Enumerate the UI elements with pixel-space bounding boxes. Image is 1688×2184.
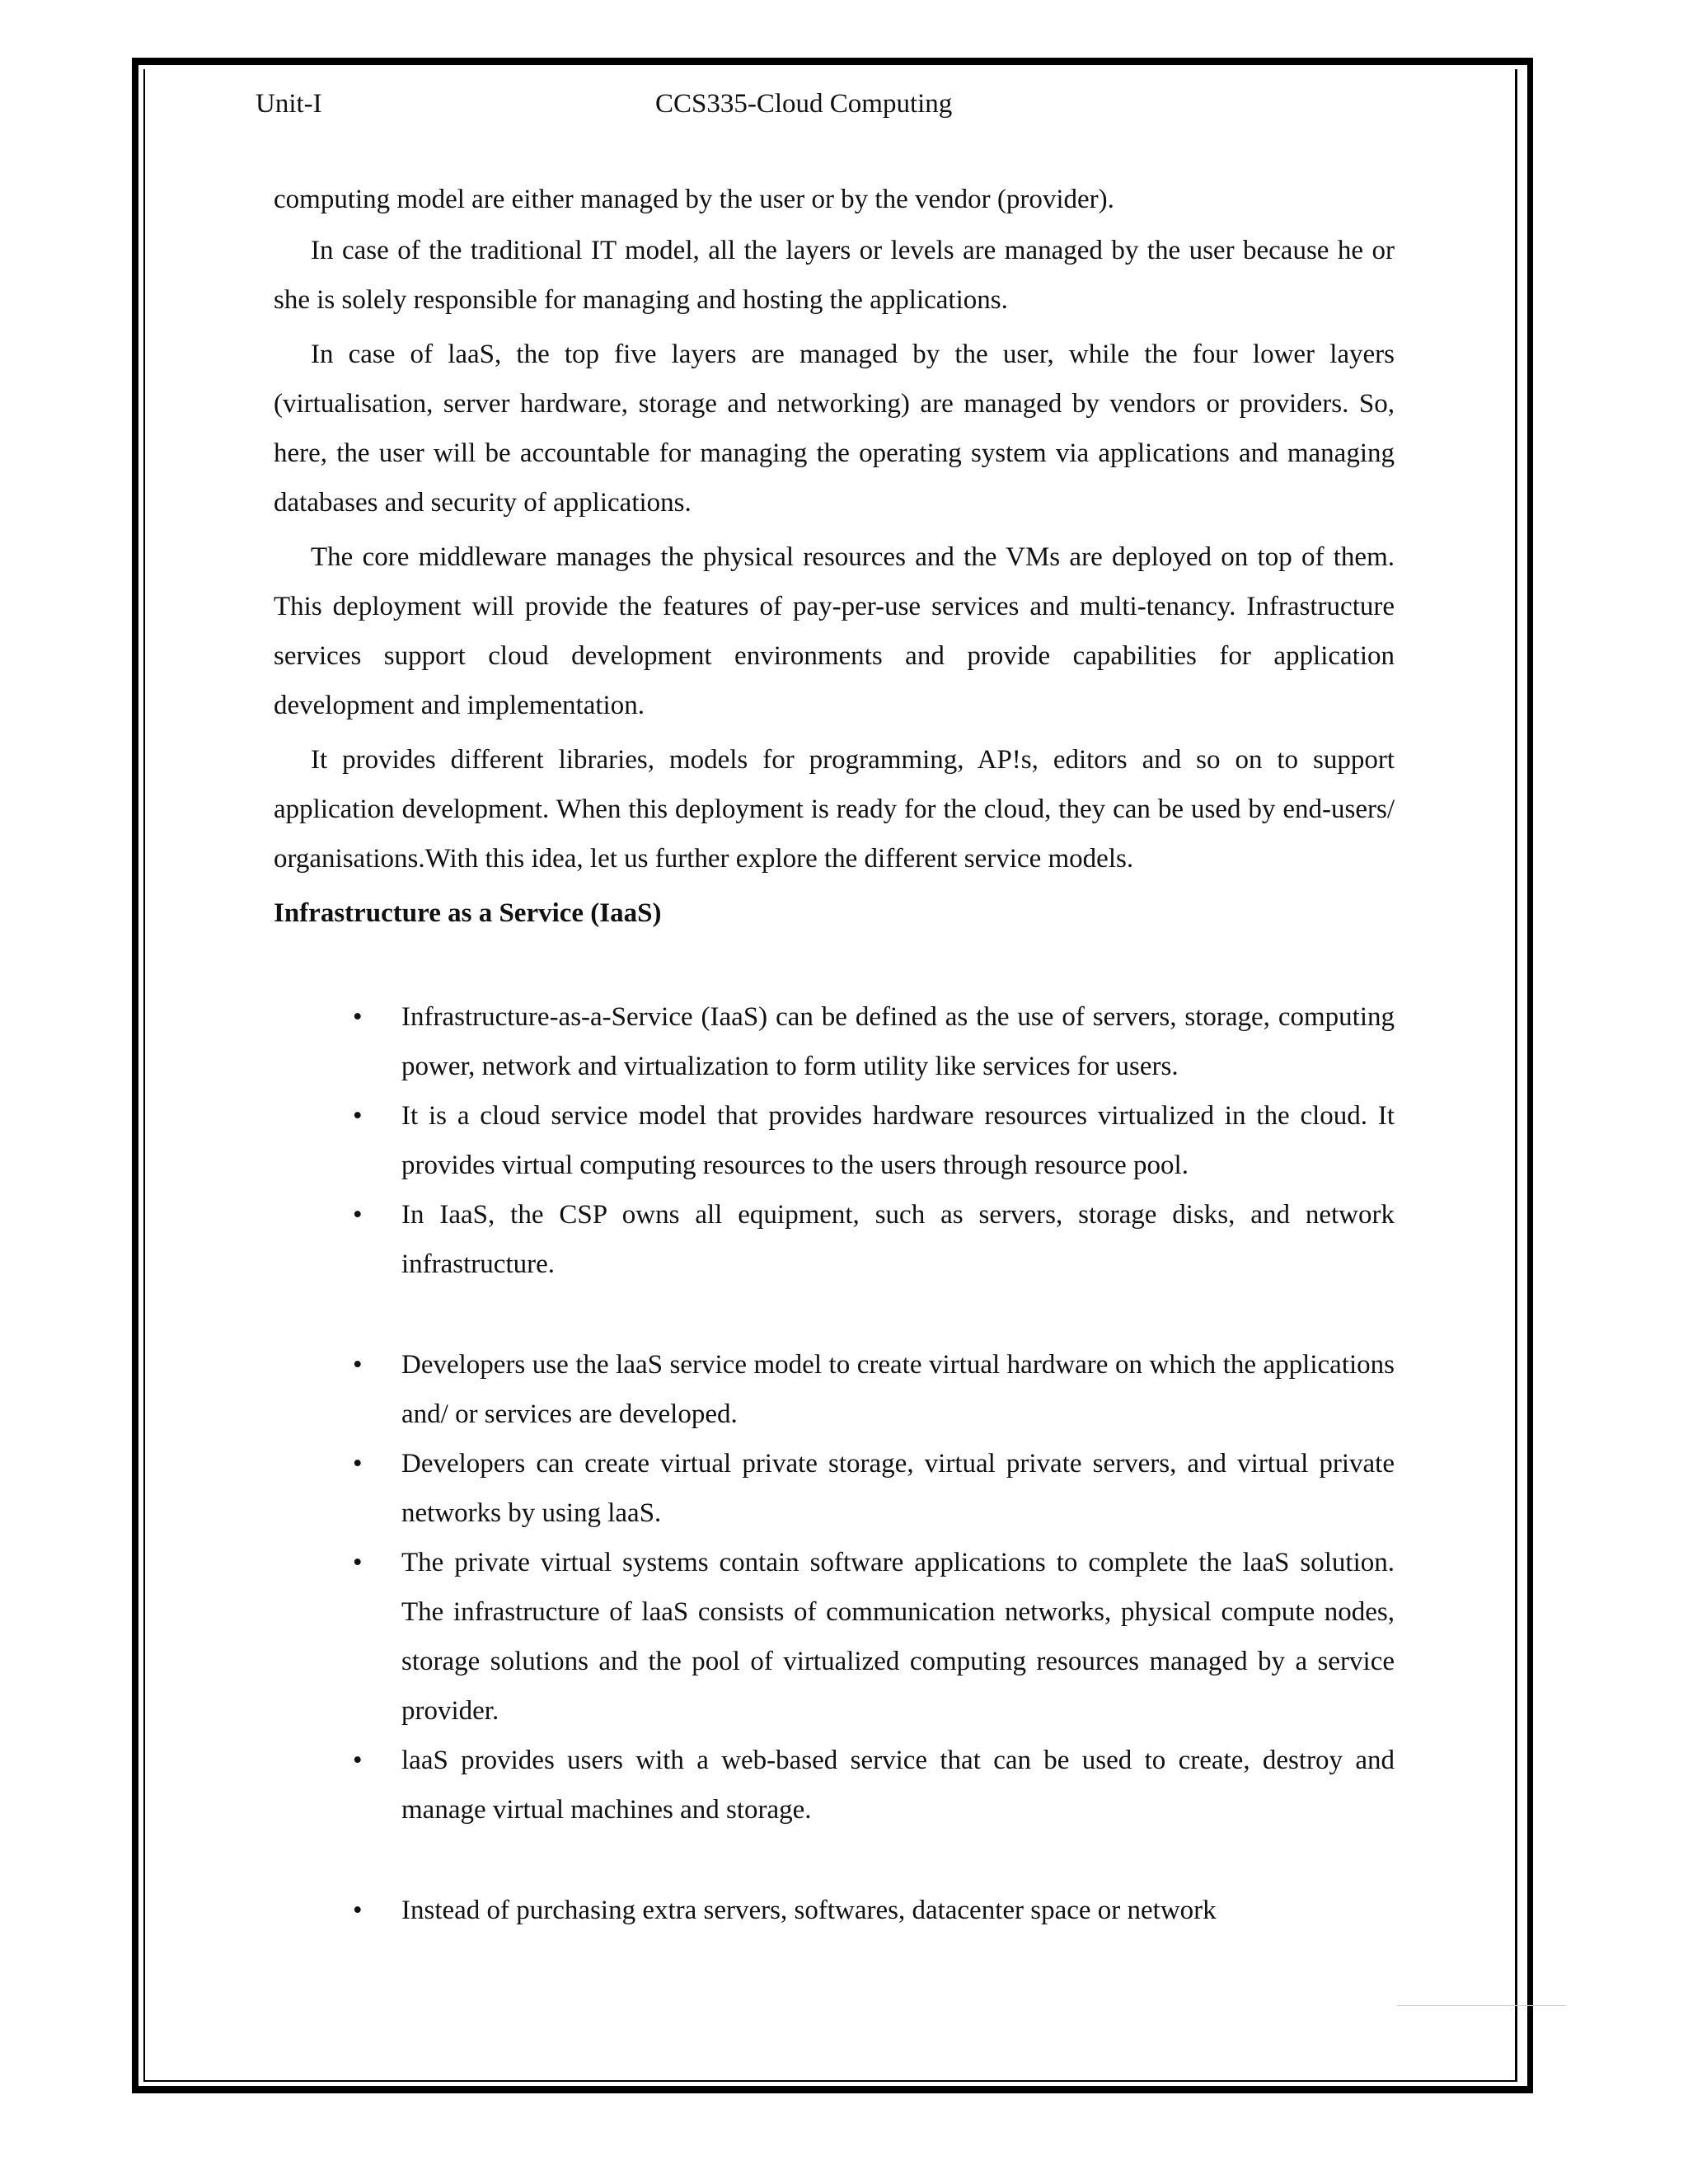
footer-rule: [1397, 2005, 1566, 2006]
list-item: [274, 1736, 1395, 1835]
bullet-icon: •: [353, 1350, 363, 1380]
bullet-icon: •: [353, 1548, 363, 1577]
header-course-title: CCS335-Cloud Computing: [655, 89, 953, 119]
list-item: [274, 1886, 1395, 1935]
section-title: Infrastructure as a Service (IaaS): [274, 898, 662, 928]
document-body: [274, 175, 1395, 1935]
list-item-text: It is a cloud service model that provides hardware resources virtualized in the cloud. It provides virtual computing resources to the users through resource pool.: [401, 1101, 1395, 1180]
list-item-text: Developers can create virtual private storage, virtual private servers, and virtual private networks by using laaS.: [401, 1449, 1395, 1528]
bullet-icon: •: [353, 1896, 363, 1925]
paragraph: computing model are either managed by the user or by the vendor (provider).: [274, 185, 1114, 214]
list-item: [274, 992, 1395, 1091]
list-item: [274, 1091, 1395, 1190]
bullet-list: [274, 992, 1395, 1289]
page-border-inner-right: [1515, 69, 1517, 2080]
paragraph: In case of laaS, the top five layers are managed by the user, while the four lower layers (virtualisation, server hardware, storage and networking) are managed by vendors or providers. So, here, the user will be accountable for managing the operating system via applications and managing databases and security of applications.: [274, 340, 1395, 518]
list-item-text: Developers use the laaS service model to create virtual hardware on which the applications and/ or services are developed.: [401, 1350, 1395, 1429]
paragraph: It provides different libraries, models for programming, AP!s, editors and so on to support application development. When this deployment is ready for the cloud, they can be used by end-users/ organisations.With this idea, let us further explore the different service models.: [274, 745, 1395, 874]
page-border-inner-left: [143, 69, 145, 2080]
paragraph: In case of the traditional IT model, all the layers or levels are managed by the user because he or she is solely responsible for managing and hosting the applications.: [274, 236, 1395, 315]
list-item: [274, 1439, 1395, 1538]
page-border-inner-bottom: [143, 2080, 1517, 2082]
bullet-list: [274, 1886, 1395, 1935]
paragraph: The core middleware manages the physical resources and the VMs are deployed on top of them. This deployment will provide the features of pay-per-use services and multi-tenancy. Infrastructure services support cloud development environments and provide capabilities for application development and implementation.: [274, 542, 1395, 720]
bullet-icon: •: [353, 1200, 363, 1230]
bullet-icon: •: [353, 1746, 363, 1775]
bullet-icon: •: [353, 1449, 363, 1479]
bullet-list: [274, 1340, 1395, 1835]
header-unit: Unit-I: [256, 89, 322, 119]
list-item: [274, 1538, 1395, 1736]
list-item-text: In IaaS, the CSP owns all equipment, such as servers, storage disks, and network infrastructure.: [401, 1200, 1395, 1279]
list-item-text: Infrastructure-as-a-Service (IaaS) can be defined as the use of servers, storage, computing power, network and virtualization to form utility like services for users.: [401, 1002, 1395, 1081]
list-item: [274, 1190, 1395, 1289]
list-item: [274, 1340, 1395, 1439]
list-item-text: Instead of purchasing extra servers, softwares, datacenter space or network: [401, 1896, 1217, 1925]
bullet-icon: •: [353, 1002, 363, 1032]
bullet-icon: •: [353, 1101, 363, 1131]
list-item-text: laaS provides users with a web-based service that can be used to create, destroy and manage virtual machines and storage.: [401, 1746, 1395, 1825]
list-item-text: The private virtual systems contain software applications to complete the laaS solution. The infrastructure of laaS consists of communication networks, physical compute nodes, storage solutions and the pool of virtualized computing resources managed by a service provider.: [401, 1548, 1395, 1726]
